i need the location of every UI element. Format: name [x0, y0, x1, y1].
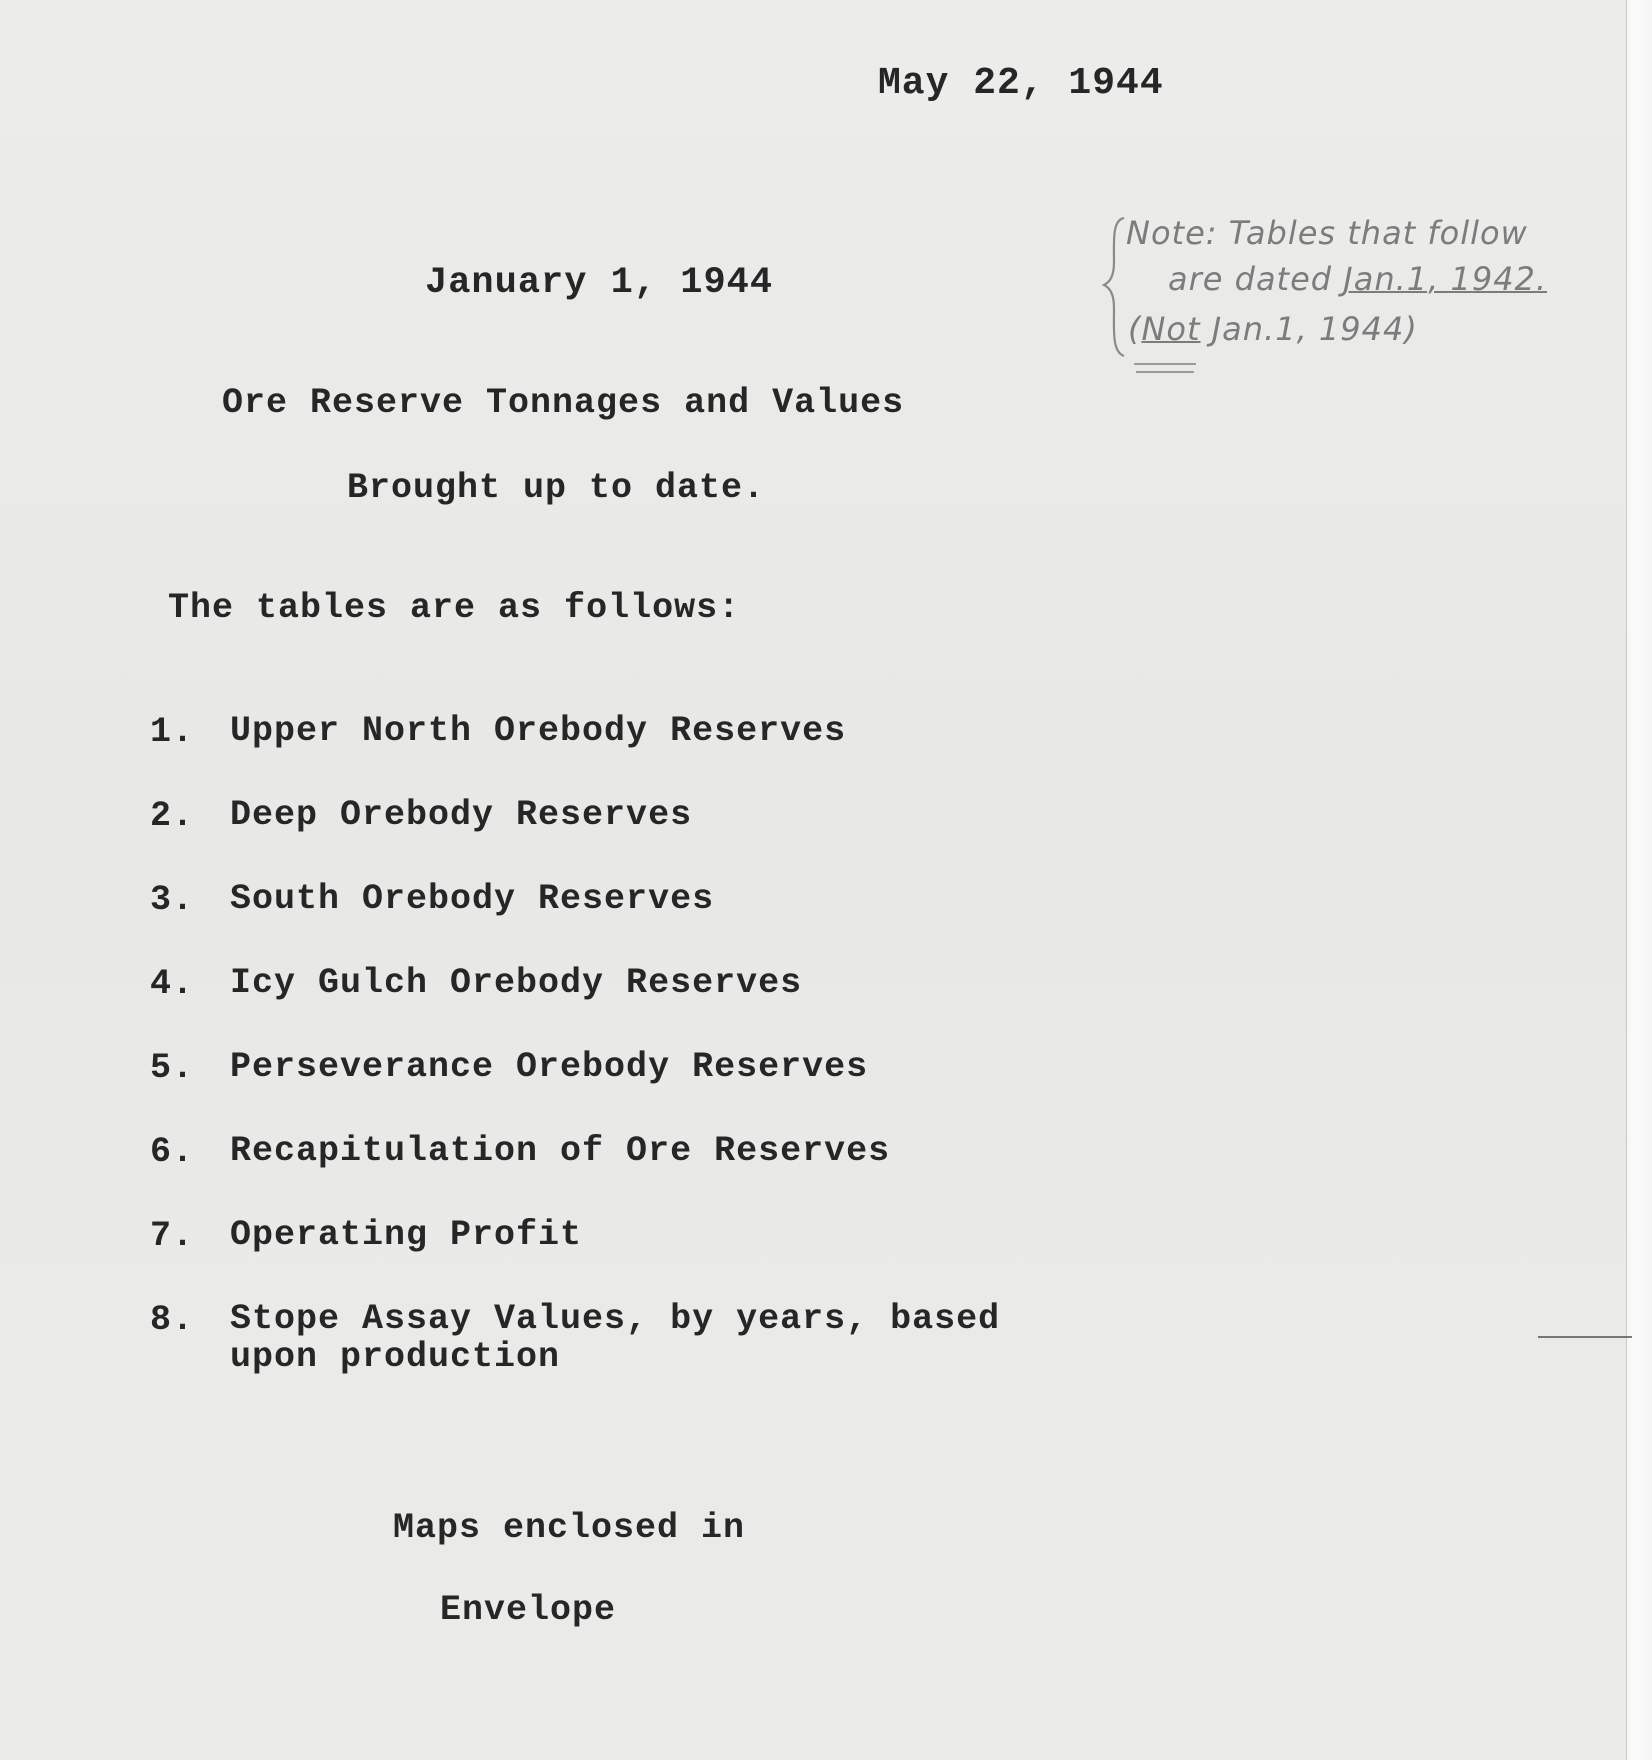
note-date-1942: Jan.1, 1942.: [1343, 260, 1548, 298]
table-number: 4.: [150, 964, 195, 1004]
page-edge: [1626, 0, 1652, 1760]
table-entry-5: [150, 1048, 1000, 1132]
maps-note-line1: Maps enclosed in: [393, 1508, 746, 1548]
edge-mark: [1538, 1336, 1632, 1338]
table-entry-4: [150, 964, 1000, 1048]
table-entry-8: [150, 1300, 1000, 1384]
note-date-1944: Jan.1, 1944): [1200, 310, 1418, 348]
table-number: 6.: [150, 1132, 195, 1172]
note-line-1: Note: Tables that follow: [1126, 214, 1528, 252]
report-subtitle: Brought up to date.: [347, 468, 766, 508]
table-entry-1: [150, 712, 1000, 796]
note-not-emphasis: Not: [1141, 310, 1201, 348]
note-line-3: [1128, 310, 1418, 348]
double-underline-icon: [1132, 360, 1200, 380]
note-open-paren: (: [1128, 310, 1142, 348]
report-title: Ore Reserve Tonnages and Values: [222, 383, 905, 423]
tables-intro: The tables are as follows:: [168, 588, 741, 628]
letter-date: May 22, 1944: [878, 62, 1164, 105]
note-line-2-text: are dated: [1168, 260, 1344, 298]
table-title: Stope Assay Values, by years, based upon production: [230, 1299, 1001, 1377]
table-title: Icy Gulch Orebody Reserves: [230, 963, 803, 1003]
note-line-2: [1168, 260, 1547, 298]
table-entry-6: [150, 1132, 1000, 1216]
table-number: 2.: [150, 796, 195, 836]
maps-note-line2: Envelope: [440, 1590, 617, 1630]
handwritten-annotation: [1100, 212, 1620, 402]
table-title: South Orebody Reserves: [230, 879, 715, 919]
table-entry-3: [150, 880, 1000, 964]
table-title: Deep Orebody Reserves: [230, 795, 693, 835]
table-number: 3.: [150, 880, 195, 920]
table-title: Perseverance Orebody Reserves: [230, 1047, 869, 1087]
table-entry-7: [150, 1216, 1000, 1300]
table-entry-2: [150, 796, 1000, 880]
table-number: 1.: [150, 712, 195, 752]
tables-list: [150, 712, 1000, 1384]
table-title: Operating Profit: [230, 1215, 583, 1255]
table-number: 5.: [150, 1048, 195, 1088]
table-title: Upper North Orebody Reserves: [230, 711, 847, 751]
table-number: 8.: [150, 1300, 195, 1340]
table-number: 7.: [150, 1216, 195, 1256]
table-title: Recapitulation of Ore Reserves: [230, 1131, 891, 1171]
report-date: January 1, 1944: [425, 262, 774, 304]
